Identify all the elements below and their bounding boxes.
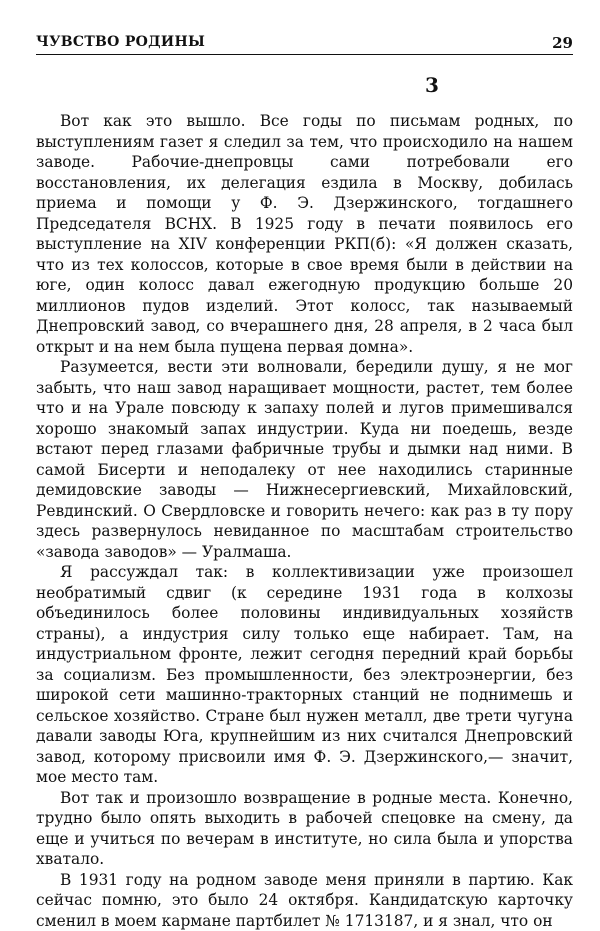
paragraph-5: В 1931 году на родном заводе меня приняли в партию. Как сейчас помню, это было 24 октября. Кандидатскую карточку сменил в моем кармане партбилет № 1713187, и я знал, что он xyxy=(36,870,573,931)
page-number: 29 xyxy=(552,34,573,52)
running-head xyxy=(36,34,573,55)
running-title: ЧУВСТВО РОДИНЫ xyxy=(36,34,205,50)
paragraph-1: Вот как это вышло. Все годы по письмам родных, по выступлениям газет я следил за тем, что происходило на нашем заводе. Рабочие-днепровцы сами потребовали его восстановления, их делегация ездила в Москву, добилась приема и помощи у Ф. Э. Дзержинского, тогдашнего Председателя ВСНХ. В 1925 году в печати появилось его выступление на XIV конференции РКП(б): «Я должен сказать, что из тех колоссов, которые в свое время были в действии на юге, один колосс давал ежегодную продукцию больше 20 миллионов пудов изделий. Этот колосс, так называемый Днепровский завод, со вчерашнего дня, 28 апреля, в 2 часа был открыт и на нем была пущена первая домна». xyxy=(36,111,573,357)
chapter-number: 3 xyxy=(425,73,439,97)
paragraph-3: Я рассуждал так: в коллективизации уже произошел необратимый сдвиг (к середине 1931 года в колхозы объединилось более половины индивидуальных хозяйств страны), а индустрия силу только еще набирает. Там, на индустриальном фронте, лежит сегодня передний край борьбы за социализм. Без промышленности, без электроэнергии, без широкой сети машинно-тракторных станций не поднимешь и сельское хозяйство. Стране был нужен металл, две трети чугуна давали заводы Юга, крупнейшим из них считался Днепровский завод, которому присвоили имя Ф. Э. Дзержинского,— значит, мое место там. xyxy=(36,562,573,788)
paragraph-4: Вот так и произошло возвращение в родные места. Конечно, трудно было опять выходить в рабочей спецовке на смену, да еще и учиться по вечерам в институте, но сила была и упорства хватало. xyxy=(36,788,573,870)
paragraph-2: Разумеется, вести эти волновали, бередили душу, я не мог забыть, что наш завод наращивает мощности, растет, тем более что и на Урале повсюду к запаху полей и лугов примешивался хорошо знакомый запах индустрии. Куда ни поедешь, везде встают перед глазами фабричные трубы и дымки над ними. В самой Бисерти и неподалеку от нее находились старинные демидовские заводы — Нижнесергиевский, Михайловский, Ревдинский. О Свердловске и говорить нечего: как раз в ту пору здесь развернулось невиданное по масштабам строительство «завода заводов» — Уралмаша. xyxy=(36,357,573,562)
body-text xyxy=(36,111,573,931)
